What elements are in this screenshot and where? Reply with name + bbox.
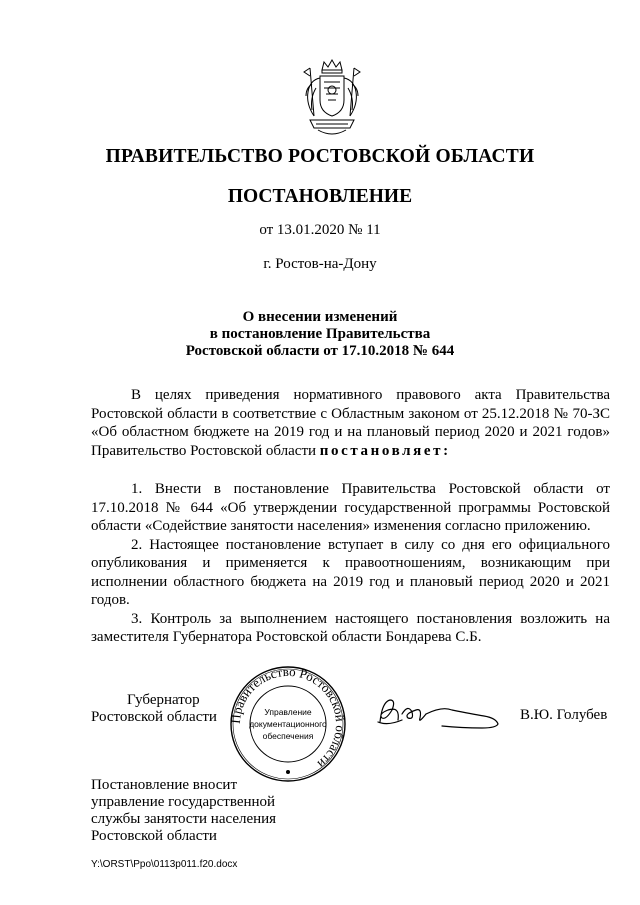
document-type: ПОСТАНОВЛЕНИЕ [227,186,413,207]
signatory-role [91,692,217,726]
decree-word: постановляет: [319,442,451,459]
introduced-by-line: управление государственной [91,794,276,810]
decree-item: 1. Внести в постановление Правительства Ростовской области от 17.10.2018 № 644 «Об утверждении государственной программы Ростовской области «Содействие занятости населения» изменения согласно приложению. [91,481,610,534]
subject-line: Ростовской области от 17.10.2018 № 644 [185,343,455,359]
signatory-name: В.Ю. Голубев [520,707,608,723]
document-subject [0,309,640,360]
stamp-outer-text: Правительство Ростовской области [228,664,348,772]
svg-text:Правительство Ростовской облас [228,664,348,772]
decree-item: 2. Настоящее постановление вступает в силу со дня его официального опубликования и применяется к правоотношениям, возникающим при исполнении областного бюджета на 2019 год и плановый период 2020 и 2021 годов. [91,536,610,608]
preamble-paragraph [91,386,610,460]
document-date-number: от 13.01.2020 № 11 [259,222,381,238]
coat-of-arms-emblem [300,58,364,140]
subject-line: О внесении изменений [242,309,398,325]
official-stamp [228,664,348,784]
stamp-inner-line: документационного [249,719,327,729]
file-path: Y:\ORST\Ppo\0113p011.f20.docx [91,859,238,870]
introduced-by-line: службы занятости населения [91,811,277,827]
document-city: г. Ростов-на-Дону [263,256,377,272]
introduced-by-line: Постановление вносит [91,777,238,793]
introduced-by [91,777,276,845]
decree-items [91,480,610,647]
stamp-inner-line: обеспечения [262,731,314,741]
decree-item: 3. Контроль за выполнением настоящего постановления возложить на заместителя Губернатора Ростовской области Бондарева С.Б. [91,610,610,645]
stamp-inner-line: Управление [264,707,312,717]
signatory-role-line: Губернатор [127,692,200,708]
government-title: ПРАВИТЕЛЬСТВО РОСТОВСКОЙ ОБЛАСТИ [105,146,535,167]
signatory-role-line: Ростовской области [91,709,217,725]
introduced-by-line: Ростовской области [91,828,217,844]
handwritten-signature [372,692,512,732]
subject-line: в постановление Правительства [209,326,431,342]
preamble-text: В целях приведения нормативного правового акта Правительства Ростовской области в соответствие с Областным законом от 25.12.2018 № 70-ЗС «Об областном бюджете на 2019 год и на плановый период 2020 и 2021 годов» Правительство Ростовской области [91,387,610,459]
